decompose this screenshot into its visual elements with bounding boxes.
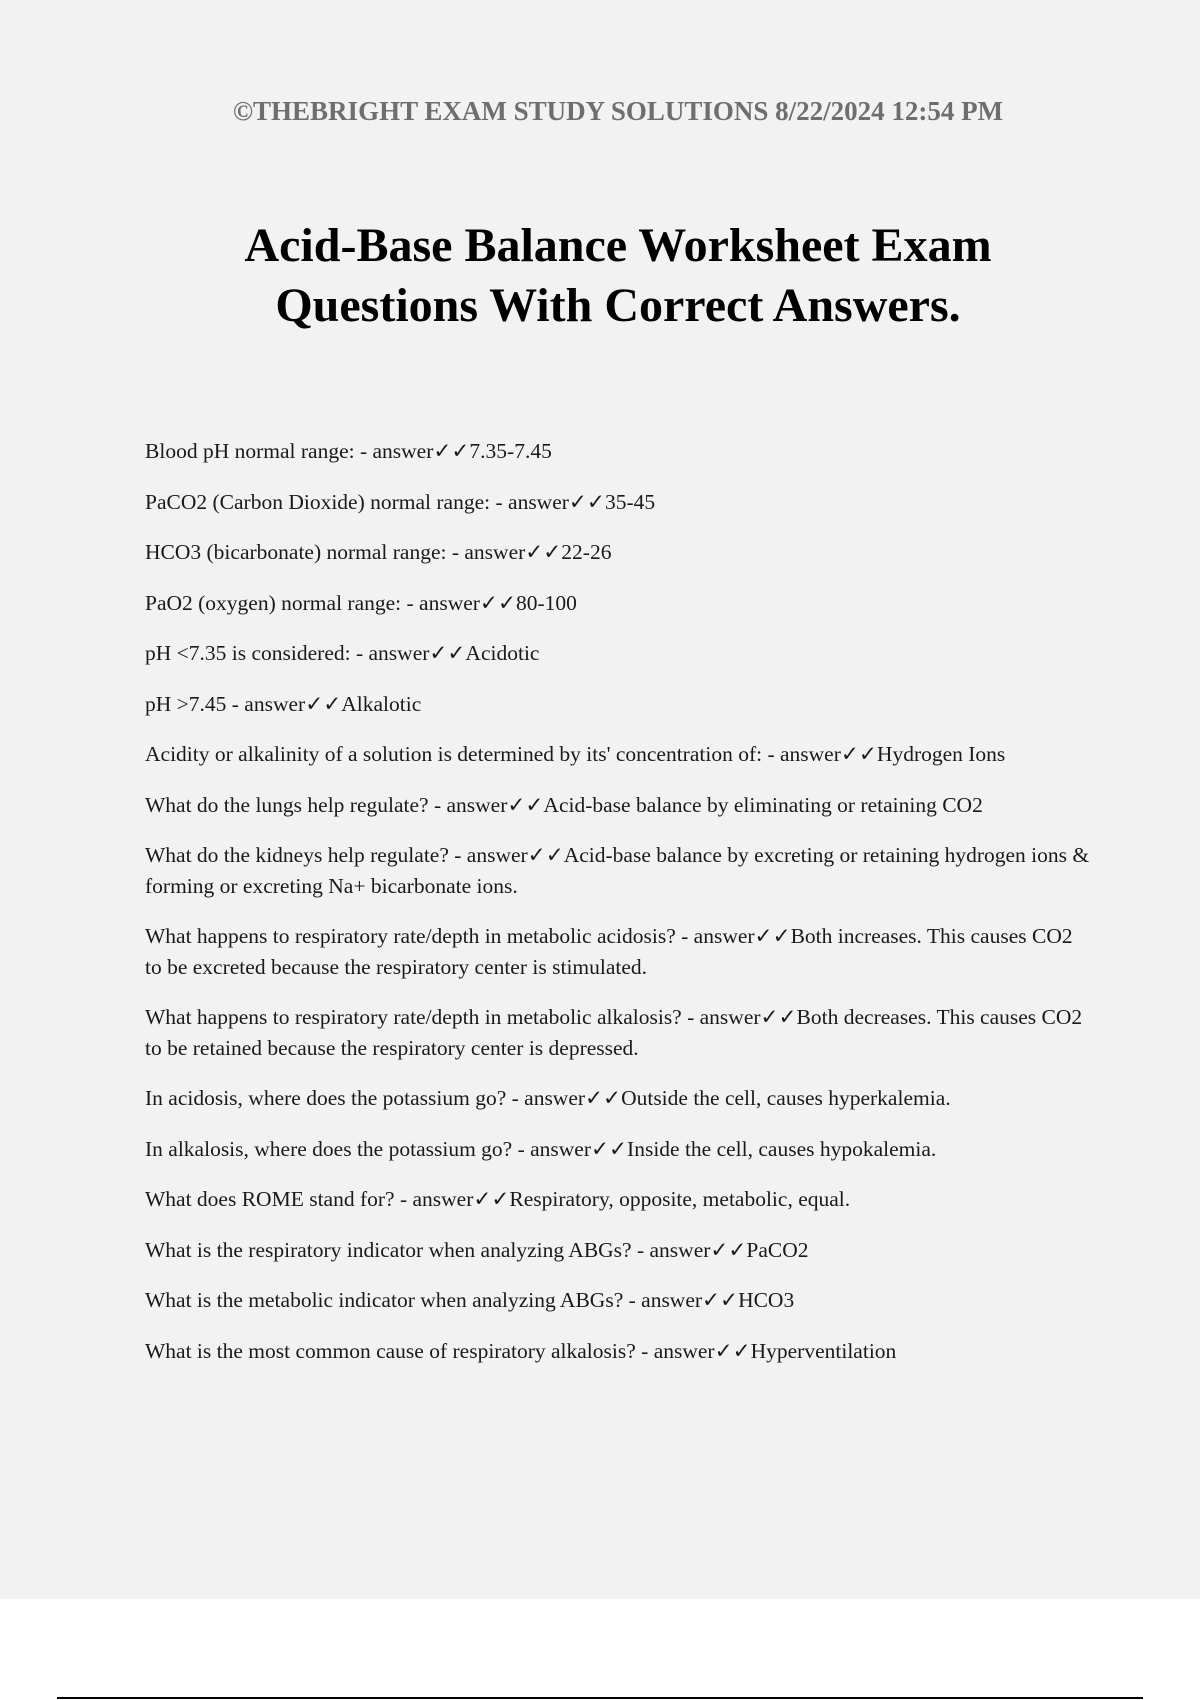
qa-item: HCO3 (bicarbonate) normal range: - answer✓✓22-26 xyxy=(145,540,612,564)
qa-item: PaCO2 (Carbon Dioxide) normal range: - answer✓✓35-45 xyxy=(145,489,656,514)
document-title xyxy=(0,216,1200,336)
qa-item: Blood pH normal range: - answer✓✓7.35-7.45 xyxy=(145,439,552,463)
qa-item: pH <7.35 is considered: - answer✓✓Acidotic xyxy=(145,641,540,665)
qa-list xyxy=(145,436,1090,1386)
title-line-1: Acid-Base Balance Worksheet Exam xyxy=(244,219,992,272)
qa-item: pH >7.45 - answer✓✓Alkalotic xyxy=(145,691,422,716)
qa-item: What does ROME stand for? - answer✓✓Respiratory, opposite, metabolic, equal. xyxy=(145,1187,851,1211)
qa-item: What happens to respiratory rate/depth in metabolic alkalosis? - answer✓✓Both decreases. This causes CO2 to be retained because the respiratory center is depressed. xyxy=(145,1005,1083,1060)
qa-item: What is the most common cause of respiratory alkalosis? - answer✓✓Hyperventilation xyxy=(145,1338,897,1363)
qa-item: What do the lungs help regulate? - answer✓✓Acid-base balance by eliminating or retaining CO2 xyxy=(145,792,983,817)
title-line-2: Questions With Correct Answers. xyxy=(275,279,961,332)
qa-item: Acidity or alkalinity of a solution is determined by its' concentration of: - answer✓✓Hydrogen Ions xyxy=(145,742,1006,766)
watermark-header: ©THEBRIGHT EXAM STUDY SOLUTIONS 8/22/2024 12:54 PM xyxy=(232,96,1004,126)
qa-item: What happens to respiratory rate/depth in metabolic acidosis? - answer✓✓Both increases. This causes CO2 to be excreted because the respiratory center is stimulated. xyxy=(145,924,1073,979)
qa-item: What do the kidneys help regulate? - answer✓✓Acid-base balance by excreting or retaining hydrogen ions & forming or excreting Na+ bicarbonate ions. xyxy=(145,843,1090,898)
footer-divider xyxy=(57,1697,1143,1699)
qa-item: What is the metabolic indicator when analyzing ABGs? - answer✓✓HCO3 xyxy=(145,1288,795,1312)
qa-item: What is the respiratory indicator when analyzing ABGs? - answer✓✓PaCO2 xyxy=(145,1237,809,1262)
qa-item: In acidosis, where does the potassium go? - answer✓✓Outside the cell, causes hyperkalemia. xyxy=(145,1086,951,1110)
qa-item: PaO2 (oxygen) normal range: - answer✓✓80-100 xyxy=(145,590,577,615)
qa-item: In alkalosis, where does the potassium go? - answer✓✓Inside the cell, causes hypokalemia. xyxy=(145,1136,937,1161)
